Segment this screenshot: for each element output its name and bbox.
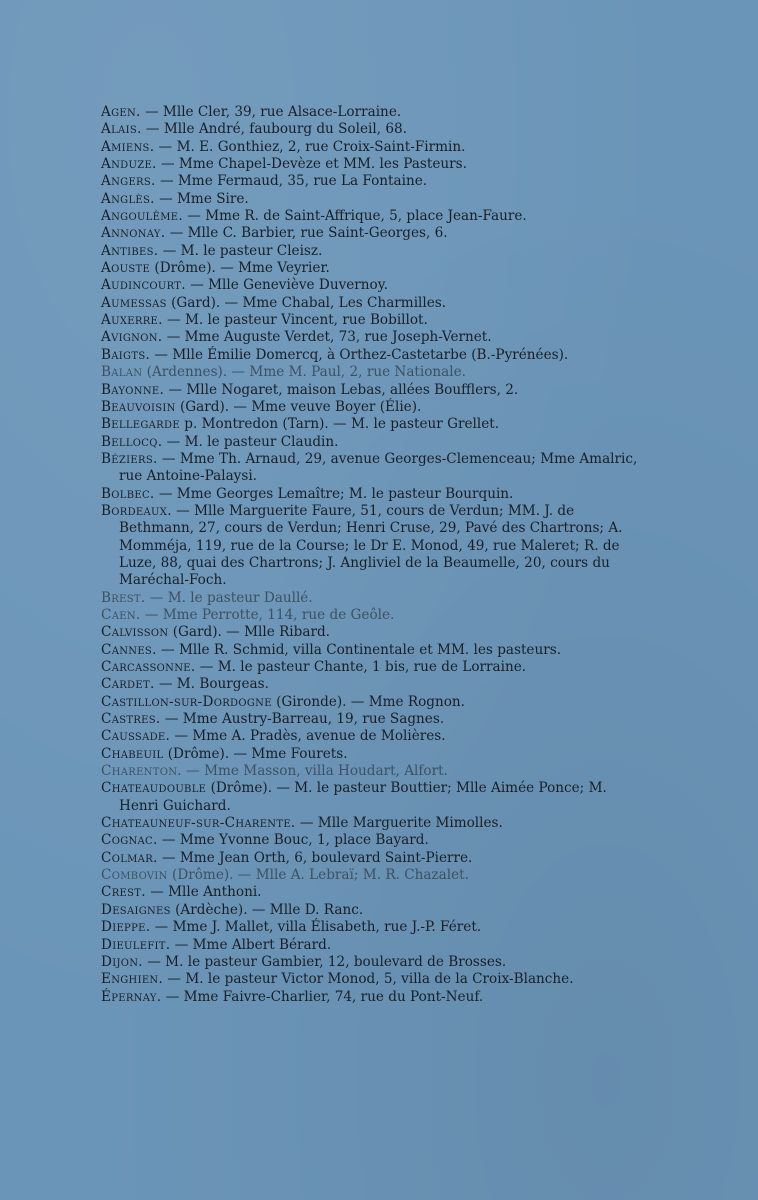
city-name: Carcassonne. — [101, 659, 196, 675]
entry-text: (Gironde). — Mme Rognon. — [271, 693, 465, 710]
entry-text: — Mme Th. Arnaud, 29, avenue Georges-Clemenceau; Mme Amalric, rue Antoine-Palaysi. — [119, 450, 638, 485]
list-item — [101, 676, 641, 693]
city-name: Aouste — [101, 260, 151, 277]
list-item — [101, 815, 641, 832]
list-item — [101, 434, 641, 451]
list-item — [101, 624, 641, 641]
entry-text: p. Montredon (Tarn). — M. le pasteur Grellet. — [179, 416, 500, 433]
list-item — [101, 139, 641, 156]
entry-text: — Mlle Anthoni. — [145, 884, 262, 901]
list-item — [101, 399, 641, 416]
list-item — [101, 364, 641, 381]
list-item — [101, 711, 641, 728]
city-name: Chabeuil — [101, 745, 164, 762]
city-name: Balan — [101, 364, 143, 381]
list-item — [101, 989, 641, 1006]
list-item — [101, 954, 641, 971]
city-name: Dijon. — [101, 953, 143, 970]
entry-text: — Mlle Émilie Domercq, à Orthez-Castetarbe (B.-Pyrénées). — [150, 346, 569, 363]
city-name: Avignon. — [101, 329, 163, 346]
entry-text: — Mlle R. Schmid, villa Continentale et MM. les pasteurs. — [156, 641, 562, 658]
list-item — [101, 451, 641, 486]
list-item — [101, 763, 641, 780]
list-item — [101, 919, 641, 936]
list-item — [101, 867, 641, 884]
entry-text: — Mme Sire. — [154, 190, 249, 207]
list-item — [101, 312, 641, 329]
city-name: Brest. — [101, 589, 146, 606]
city-name: Dieppe. — [101, 919, 151, 936]
entry-text: — M. Bourgeas. — [154, 676, 269, 693]
entry-text: — M. le pasteur Chante, 1 bis, rue de Lorraine. — [195, 659, 527, 675]
city-name: Angoulême. — [101, 208, 183, 225]
list-item — [101, 832, 641, 849]
city-name: Castres. — [101, 711, 161, 728]
entry-text: — Mme Jean Orth, 6, boulevard Saint-Pierre. — [157, 849, 473, 866]
city-name: Aumessas — [101, 294, 167, 311]
list-item — [101, 642, 641, 659]
list-item — [101, 191, 641, 208]
city-name: Desaignes — [101, 901, 171, 918]
city-name: Amiens. — [101, 138, 155, 155]
city-name: Angers. — [101, 173, 156, 190]
city-name: Dieulefit. — [101, 936, 171, 953]
city-name: Cannes. — [101, 641, 157, 658]
list-item — [101, 486, 641, 503]
city-name: Auxerre. — [101, 312, 163, 329]
city-name: Audincourt. — [101, 277, 186, 294]
list-item — [101, 728, 641, 745]
entry-text: — Mme Perrotte, 114, rue de Geôle. — [140, 606, 395, 623]
entry-text: — Mme Fermaud, 35, rue La Fontaine. — [155, 173, 428, 190]
city-name: Castillon-sur-Dordogne — [101, 693, 272, 710]
list-item — [101, 104, 641, 121]
city-name: Beauvoisin — [101, 398, 176, 415]
list-item — [101, 850, 641, 867]
city-name: Crest. — [101, 884, 146, 901]
entry-text: — Mme J. Mallet, villa Élisabeth, rue J.-P. Féret. — [150, 919, 482, 936]
city-name: Béziers. — [101, 450, 158, 467]
entry-text: — Mlle C. Barbier, rue Saint-Georges, 6. — [165, 225, 448, 242]
entry-text: — Mlle Geneviève Duvernoy. — [185, 277, 388, 294]
entry-text: — M. le pasteur Claudin. — [162, 433, 339, 450]
entry-text: — Mlle Cler, 39, rue Alsace-Lorraine. — [140, 104, 402, 120]
city-name: Bellegarde — [101, 416, 180, 433]
entry-text: (Gard). — Mlle Ribard. — [168, 624, 330, 641]
city-name: Calvisson — [101, 624, 169, 641]
entry-text: — Mme Albert Bérard. — [170, 936, 332, 953]
list-item — [101, 156, 641, 173]
list-item — [101, 503, 641, 590]
list-item — [101, 347, 641, 364]
entry-text: — Mme Austry-Barreau, 19, rue Sagnes. — [160, 711, 445, 728]
list-item — [101, 746, 641, 763]
list-item — [101, 590, 641, 607]
city-name: Antibes. — [101, 242, 159, 259]
entry-text: — M. E. Gonthiez, 2, rue Croix-Saint-Firmin. — [154, 138, 466, 155]
list-item — [101, 243, 641, 260]
list-item — [101, 260, 641, 277]
list-item — [101, 971, 641, 988]
city-name: Caen. — [101, 606, 141, 623]
entry-text: — Mme Masson, villa Houdart, Alfort. — [181, 763, 448, 780]
entry-text: — Mme A. Pradès, avenue de Molières. — [170, 728, 446, 745]
list-item — [101, 173, 641, 190]
list-item — [101, 225, 641, 242]
entry-text: — Mlle Marguerite Mimolles. — [295, 815, 503, 832]
entry-text: (Ardèche). — Mlle D. Ranc. — [170, 901, 364, 918]
entry-text: — Mme Yvonne Bouc, 1, place Bayard. — [157, 832, 429, 849]
entry-text: (Ardennes). — Mme M. Paul, 2, rue Nationale. — [142, 364, 467, 381]
list-item — [101, 937, 641, 954]
entry-text: — M. le pasteur Cleisz. — [158, 242, 323, 259]
entry-text: — Mme Auguste Verdet, 73, rue Joseph-Vernet. — [162, 329, 492, 346]
entry-text: (Gard). — Mme veuve Boyer (Élie). — [175, 398, 422, 415]
city-name: Annonay. — [101, 225, 166, 242]
city-name: Combovin — [101, 867, 168, 884]
list-item — [101, 607, 641, 624]
city-name: Caussade. — [101, 728, 171, 745]
city-name: Chateaudouble — [101, 780, 207, 797]
city-name: Bordeaux. — [101, 502, 172, 519]
entry-text: (Drôme). — Mlle A. Lebraï; M. R. Chazalet. — [167, 867, 469, 884]
entry-text: — M. le pasteur Gambier, 12, boulevard de Brosses. — [142, 953, 507, 970]
city-name: Charenton. — [101, 763, 182, 780]
city-name: Chateauneuf-sur-Charente. — [101, 815, 296, 832]
entry-text: — Mlle André, faubourg du Soleil, 68. — [141, 121, 407, 138]
entry-text: — Mme Faivre-Charlier, 74, rue du Pont-Neuf. — [161, 988, 484, 1005]
city-name: Cardet. — [101, 676, 155, 693]
city-name: Bayonne. — [101, 381, 165, 398]
list-item — [101, 416, 641, 433]
list-item — [101, 659, 641, 676]
list-item — [101, 694, 641, 711]
entry-text: — Mlle Marguerite Faure, 51, cours de Verdun; MM. J. de Bethmann, 27, cours de Verdun; Henri Cruse, 29, Pavé des Chartrons; A. Momméja, 119, rue de la Course; le Dr E. Monod, 49, rue Maleret; R. de Luze, 88, quai des Chartrons; J. Angliviel de la Beaumelle, 20, cours du Maréchal-Foch. — [119, 502, 623, 589]
entry-text: (Drôme). — Mme Veyrier. — [150, 260, 330, 277]
entry-text: — M. le pasteur Victor Monod, 5, villa de la Croix-Blanche. — [163, 971, 574, 988]
list-item — [101, 277, 641, 294]
entry-text: (Drôme). — M. le pasteur Bouttier; Mlle Aimée Ponce; M. Henri Guichard. — [119, 780, 607, 814]
entry-text: — M. le pasteur Daullé. — [145, 589, 313, 606]
list-item — [101, 295, 641, 312]
entry-text: — Mme R. de Saint-Affrique, 5, place Jean-Faure. — [182, 208, 527, 225]
city-name: Épernay. — [101, 988, 162, 1005]
city-name: Baigts. — [101, 346, 151, 363]
entry-text: — M. le pasteur Vincent, rue Bobillot. — [162, 312, 428, 329]
entry-text: — Mlle Nogaret, maison Lebas, allées Boufflers, 2. — [164, 381, 519, 398]
list-item — [101, 208, 641, 225]
city-name: Agen. — [101, 104, 141, 120]
city-name: Cognac. — [101, 832, 158, 849]
city-name: Bolbec. — [101, 485, 155, 502]
city-name: Anduze. — [101, 156, 157, 173]
entry-text: (Drôme). — Mme Fourets. — [163, 745, 348, 762]
city-name: Enghien. — [101, 971, 164, 988]
entry-text: (Gard). — Mme Chabal, Les Charmilles. — [166, 294, 447, 311]
list-item — [101, 329, 641, 346]
city-name: Colmar. — [101, 849, 158, 866]
list-item — [101, 902, 641, 919]
list-item — [101, 121, 641, 138]
list-item — [101, 780, 641, 815]
city-name: Anglès. — [101, 190, 155, 207]
entry-text: — Mme Georges Lemaître; M. le pasteur Bourquin. — [154, 485, 514, 502]
address-list — [101, 104, 641, 1006]
city-name: Alais. — [101, 121, 142, 138]
city-name: Bellocq. — [101, 433, 163, 450]
list-item — [101, 382, 641, 399]
entry-text: — Mme Chapel-Devèze et MM. les Pasteurs. — [156, 156, 467, 173]
list-item — [101, 884, 641, 901]
